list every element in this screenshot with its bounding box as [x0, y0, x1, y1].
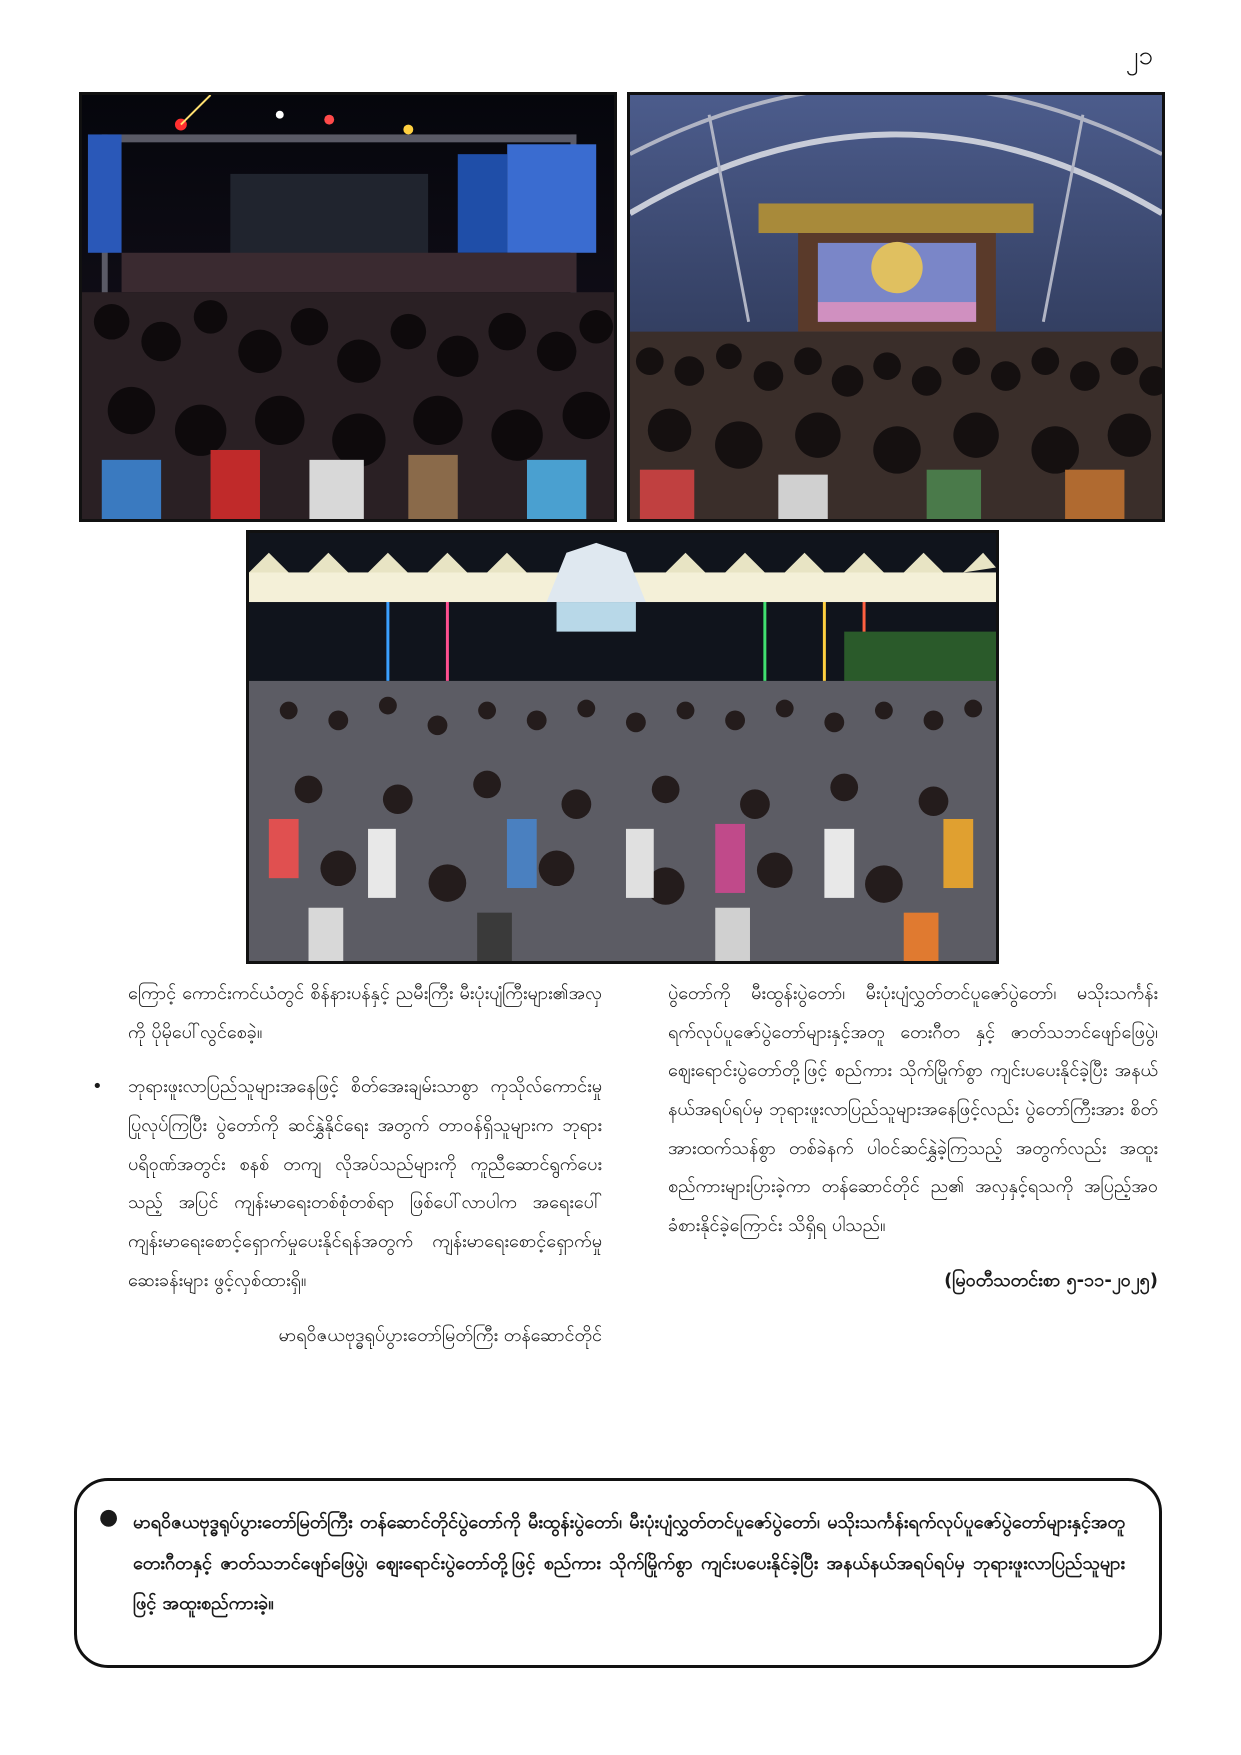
left-continuation-paragraph: ကြောင့် ကောင်းကင်ယံတွင် စိန်နားပန်နှင့် ညမီးကြီး မီးပုံးပျံကြီးများ၏အလှကို ပိုမိုပေါ်လွင်စေခဲ့။	[128, 983, 602, 1043]
photo-pagoda-festival	[246, 530, 999, 964]
photo-concert-stage	[79, 92, 617, 522]
left-signature-line: မာရဝိဇယဗုဒ္ဓရုပ်ပွားတော်မြတ်ကြီး တန်ဆောင်တိုင်	[278, 1324, 602, 1346]
left-bullet-item	[92, 1068, 602, 1300]
photo-dome-stage	[627, 92, 1165, 522]
right-paragraph: ပွဲတော်ကို မီးထွန်းပွဲတော်၊ မီးပုံးပျံလွှတ်တင်ပူဇော်ပွဲတော်၊ မသိုးသင်္ကန်းရက်လုပ်ပူဇော်ပွဲတော်များနှင့်အတူ တေးဂီတ နှင့် ဇာတ်သဘင်ဖျော်ဖြေပွဲ၊ဈေးရောင်းပွဲတော်တို့ဖြင့် စည်ကား သိုက်မြိုက်စွာ ကျင်းပပေးနိုင်ခဲ့ပြီး အနယ်နယ်အရပ်ရပ်မှ ဘုရားဖူးလာပြည်သူများအနေဖြင့်လည်း ပွဲတော်ကြီးအား စိတ်အားထက်သန်စွာ တစ်ခဲနက် ပါဝင်ဆင်နွှဲခဲ့ကြသည့် အတွက်လည်း အထူးစည်ကားများပြားခဲ့ကာ တန်ဆောင်တိုင် ည၏ အလှနှင့်ရသကို အပြည့်အဝခံစားနိုင်ခဲ့ကြောင်း သိရှိရ ပါသည်။	[668, 983, 1158, 1237]
left-column	[92, 975, 602, 1371]
summary-text: မာရဝိဇယဗုဒ္ဓရုပ်ပွားတော်မြတ်ကြီး တန်ဆောင်တိုင်ပွဲတော်ကို မီးထွန်းပွဲတော်၊ မီးပုံးပျံလွှတ်တင်ပူဇော်ပွဲတော်၊ မသိုးသင်္ကန်းရက်လုပ်ပူဇော်ပွဲတော်များနှင့်အတူ တေးဂီတနှင့် ဇာတ်သဘင်ဖျော်ဖြေပွဲ၊ ဈေးရောင်းပွဲတော်တို့ဖြင့် စည်ကား သိုက်မြိုက်စွာ ကျင်းပပေးနိုင်ခဲ့ပြီး အနယ်နယ်အရပ်ရပ်မှ ဘုရားဖူးလာပြည်သူများဖြင့် အထူးစည်ကားခဲ့။	[133, 1512, 1125, 1614]
summary-bullet-icon: ●	[99, 1505, 119, 1530]
pagoda-festival-crowd-image	[249, 533, 996, 961]
bullet-icon: •	[92, 1076, 103, 1098]
summary-box	[74, 1478, 1162, 1668]
concert-stage-crowd-image	[82, 95, 614, 519]
news-source-citation: (မြဝတီသတင်းစာ ၅-၁၁-၂၀၂၅)	[944, 1269, 1158, 1291]
dome-stage-audience-image	[630, 95, 1162, 519]
left-bullet-text: ဘုရားဖူးလာပြည်သူများအနေဖြင့် စိတ်အေးချမ်းသာစွာ ကုသိုလ်ကောင်းမှုပြုလုပ်ကြပြီး ပွဲတော်ကို ဆင်နွှဲနိုင်ရေး အတွက် တာဝန်ရှိသူများက ဘုရားပရိဝုဏ်အတွင်း စနစ် တကျ လိုအပ်သည်များကို ကူညီဆောင်ရွက်ပေးသည့် အပြင် ကျန်းမာရေးတစ်စုံတစ်ရာ ဖြစ်ပေါ်လာပါက အရေးပေါ်ကျန်းမာရေးစောင့်ရှောက်မှုပေးနိုင်ရန်အတွက် ကျန်းမာရေးစောင့်ရှောက်မှုဆေးခန်းများ ဖွင့်လှစ်ထားရှိ။	[128, 1076, 602, 1291]
page-number: ၂၁	[1125, 41, 1153, 71]
right-column	[668, 975, 1158, 1317]
